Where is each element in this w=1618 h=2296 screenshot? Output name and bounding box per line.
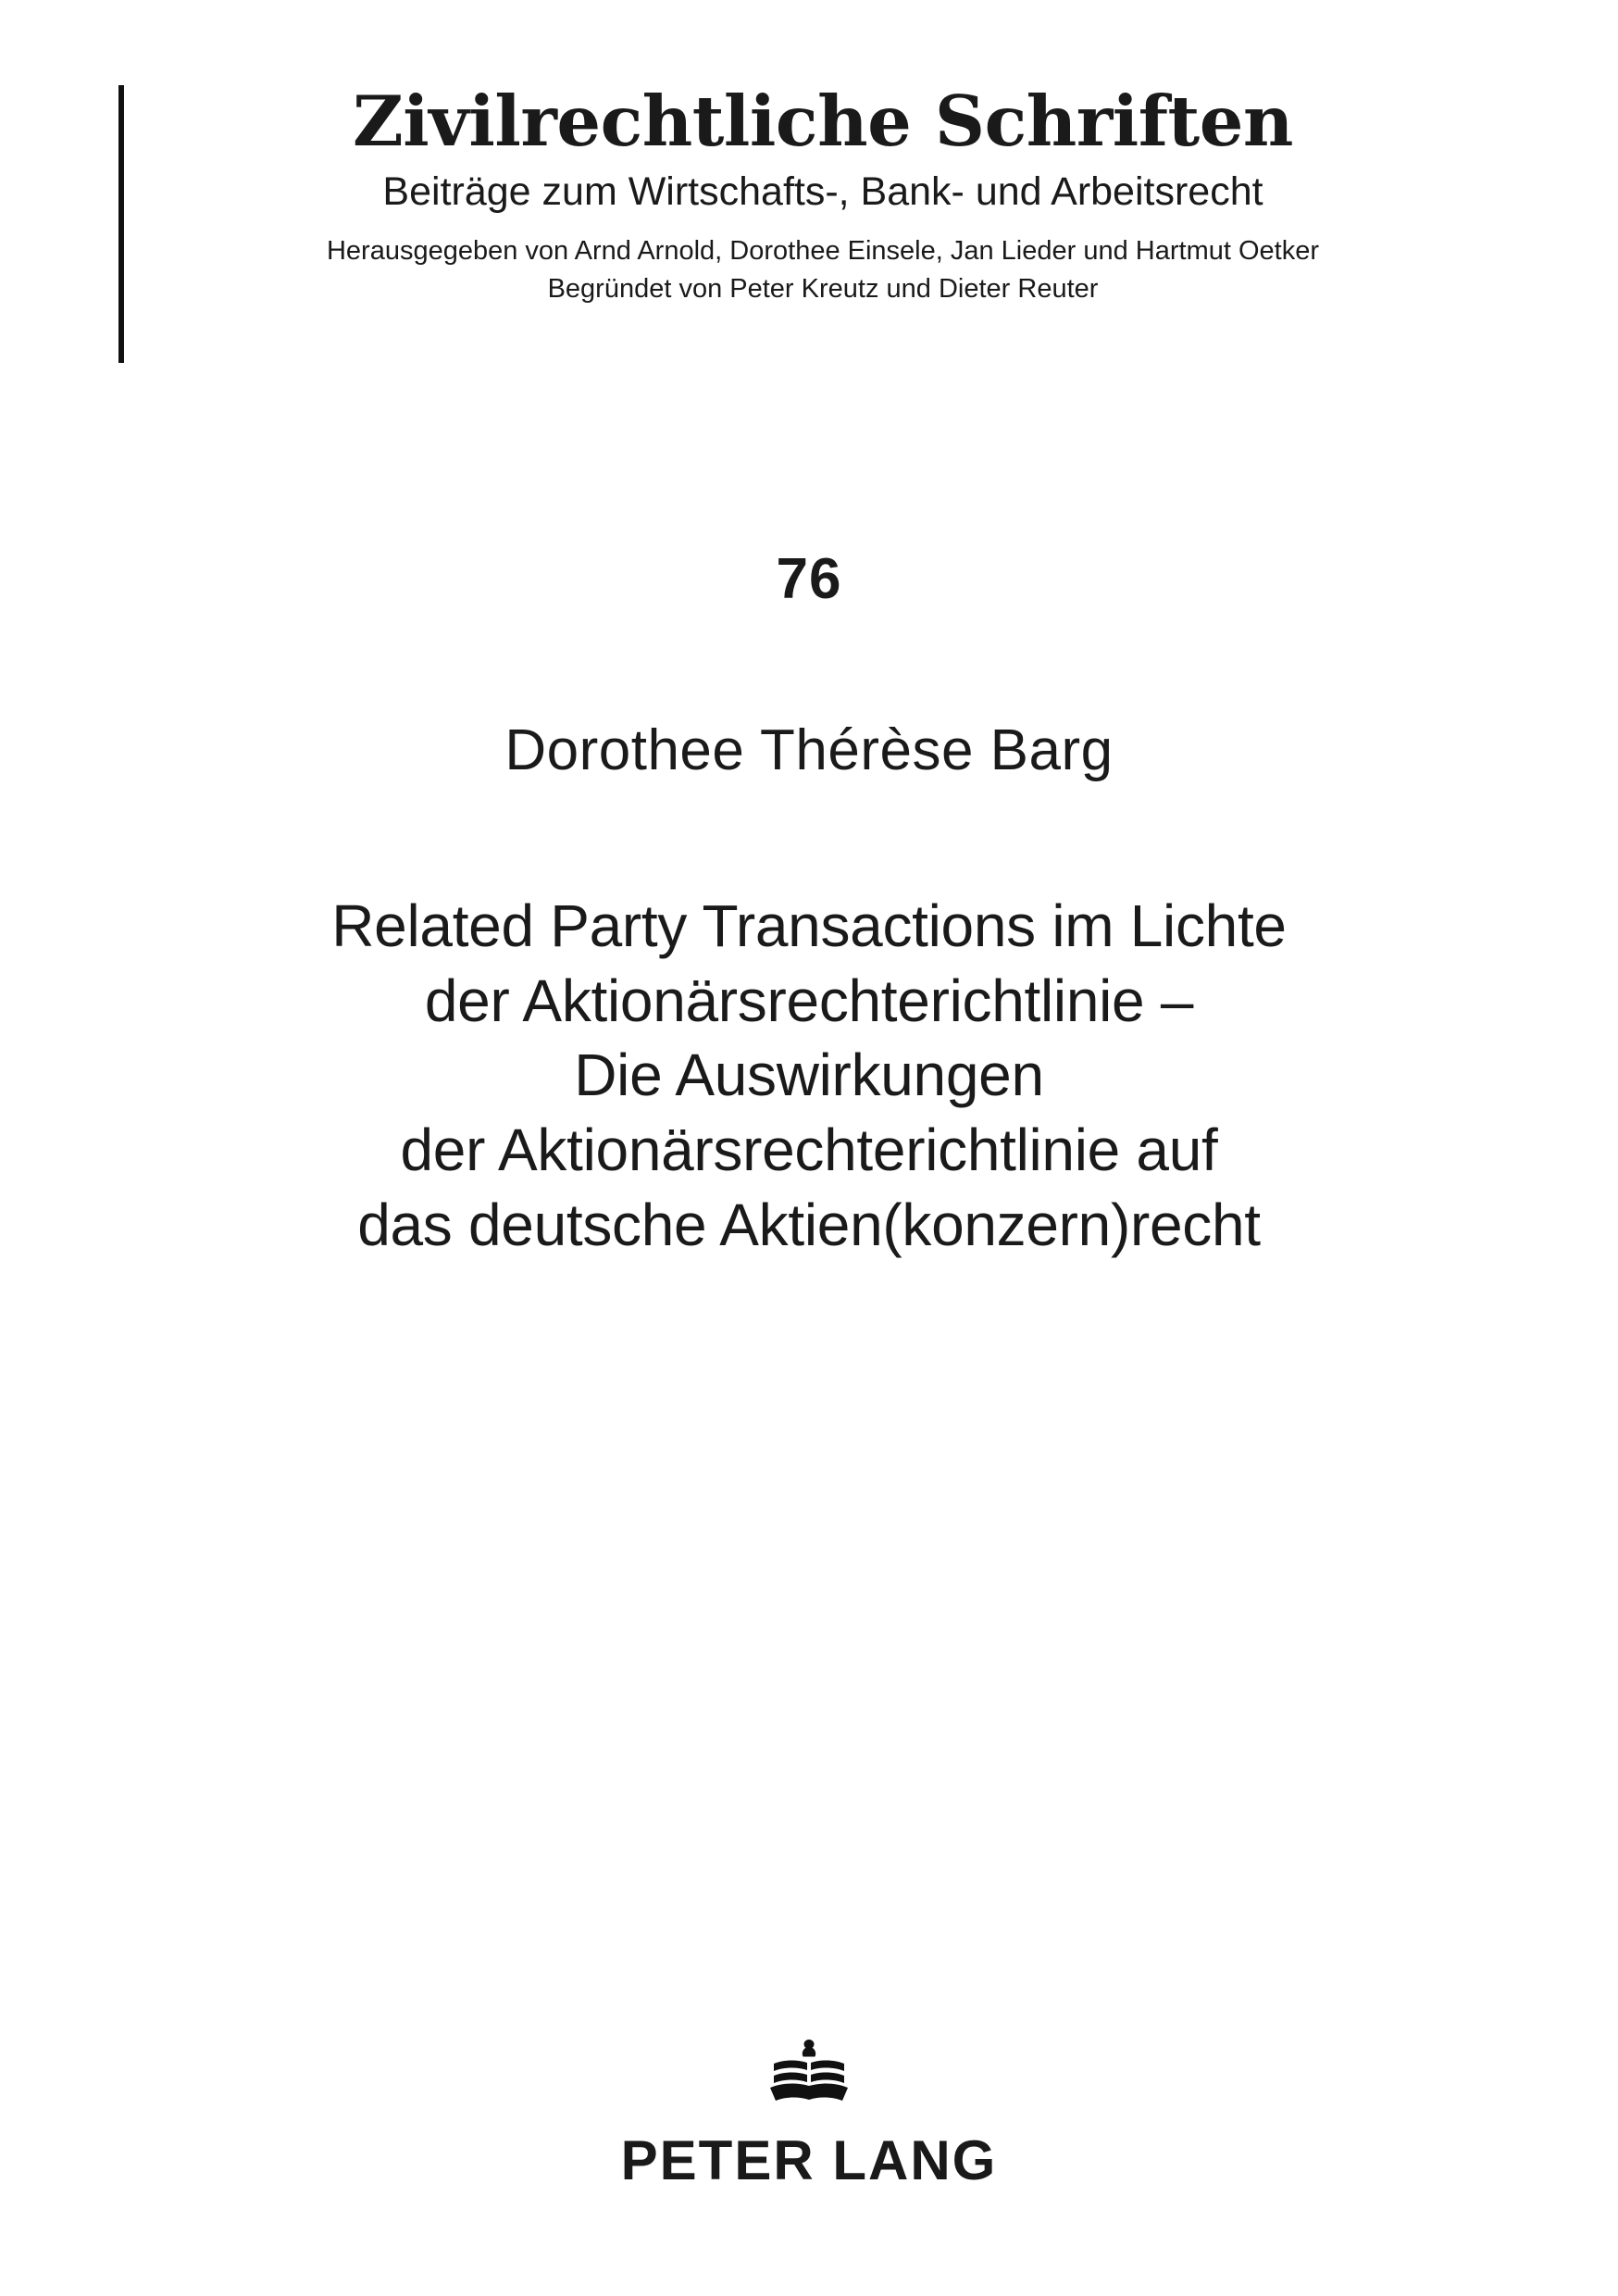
- book-title-line-5: das deutsche Aktien(konzern)recht: [357, 1191, 1261, 1258]
- series-editors-line-1: Herausgegeben von Arnd Arnold, Dorothee Einsele, Jan Lieder und Hartmut Oetker: [326, 236, 1320, 267]
- series-vertical-rule: [118, 85, 124, 363]
- series-subtitle: Beiträge zum Wirtschafts-, Bank- und Arbeitsrecht: [382, 168, 1263, 214]
- book-title: [102, 889, 1516, 1262]
- author-name: Dorothee Thérèse Barg: [504, 718, 1114, 782]
- series-editors: [0, 232, 1618, 308]
- book-title-line-1: Related Party Transactions im Lichte: [331, 892, 1287, 959]
- volume-number: 76: [776, 547, 842, 611]
- series-header: [0, 81, 1618, 308]
- book-title-line-2: der Aktionärsrechterichtlinie –: [424, 967, 1194, 1034]
- series-title: Zivilrechtliche Schriften: [353, 81, 1293, 162]
- book-title-line-3: Die Auswirkungen: [574, 1042, 1044, 1109]
- publisher-logo: [0, 2027, 1618, 2192]
- open-book-icon: [765, 2027, 853, 2115]
- series-editors-line-2: Begründet von Peter Kreutz und Dieter Reuter: [547, 274, 1099, 305]
- book-title-line-4: der Aktionärsrechterichtlinie auf: [400, 1116, 1218, 1183]
- publisher-name: PETER LANG: [620, 2129, 998, 2191]
